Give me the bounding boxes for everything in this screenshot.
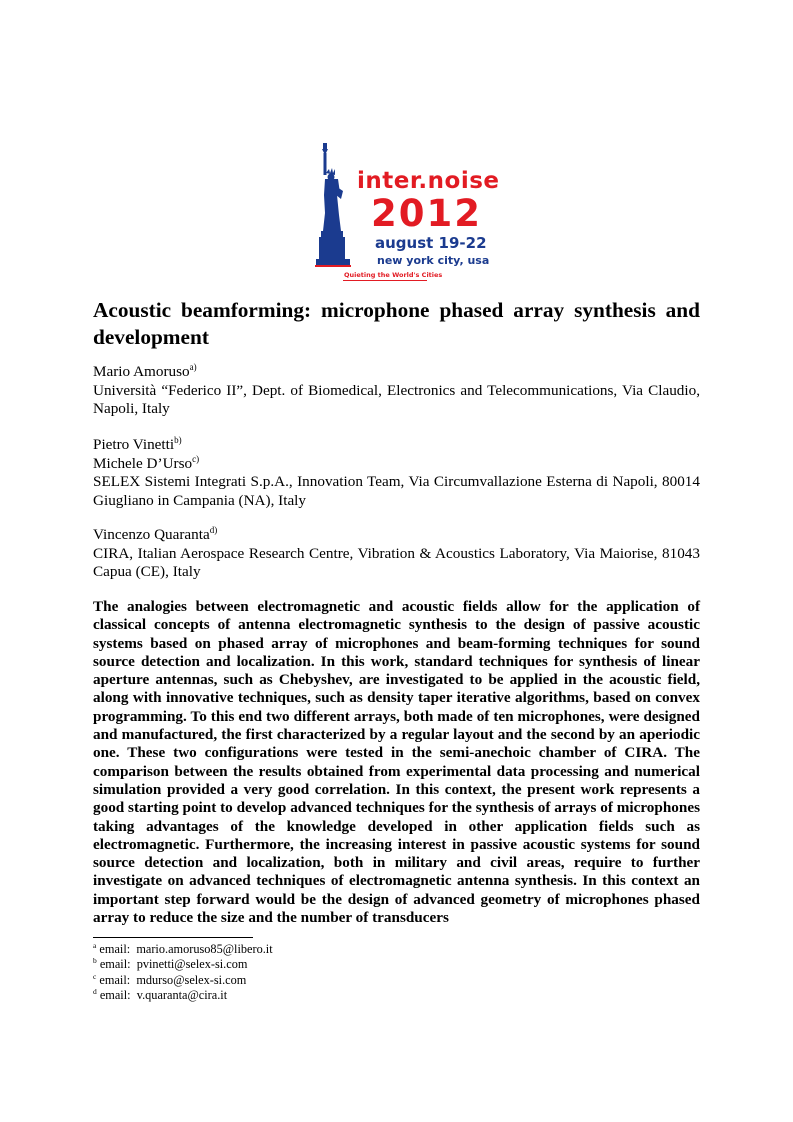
logo-tagline: Quieting the World's Cities (344, 271, 443, 279)
footnote (93, 942, 493, 957)
footnote (93, 957, 493, 972)
logo-tagline-underline (343, 280, 427, 281)
footnote-label: email: (99, 988, 131, 1003)
footnote-email: pvinetti@selex-si.com (136, 957, 248, 972)
footnote-email: v.quaranta@cira.it (136, 988, 228, 1003)
author-name: Michele D’Urso (93, 454, 193, 472)
footnote-mark: a (93, 940, 97, 950)
author-block-2 (93, 436, 700, 510)
affiliation: SELEX Sistemi Integrati S.p.A., Innovation Team, Via Circumvallazione Esterna di Napoli, 80014 Giugliano in Campania (NA), Italy (93, 473, 700, 509)
footnote-label: email: (99, 972, 131, 987)
footnote-label: email: (99, 957, 131, 972)
author-name: Pietro Vinetti (93, 436, 175, 453)
paper-title: Acoustic beamforming: microphone phased array synthesis and development (93, 298, 700, 349)
footnote-mark: b (93, 956, 97, 966)
logo-brand: inter.noise (357, 168, 500, 194)
author-block-1 (93, 363, 700, 419)
conference-logo (313, 143, 500, 283)
footnote-mark: c (93, 971, 97, 981)
footnotes (93, 942, 493, 1004)
author-mark: b) (174, 434, 182, 445)
author-block-3 (93, 526, 700, 582)
footnote (93, 973, 493, 988)
affiliation: Università “Federico II”, Dept. of Biomedical, Electronics and Telecommunications, Via Claudio, Napoli, Italy (93, 381, 700, 417)
author-mark: a) (189, 361, 197, 372)
logo-dates: august 19-22 (375, 234, 487, 252)
statue-of-liberty-icon (313, 143, 359, 268)
footnote-email: mdurso@selex-si.com (136, 972, 247, 987)
affiliation: CIRA, Italian Aerospace Research Centre, Vibration & Acoustics Laboratory, Via Maiorise, 81043 Capua (CE), Italy (93, 544, 700, 580)
footnote-email: mario.amoruso85@libero.it (136, 942, 273, 956)
author-name: Vincenzo Quaranta (93, 526, 210, 543)
logo-year: 2012 (371, 192, 482, 235)
logo-city: new york city, usa (377, 254, 490, 267)
footnote-mark: d (93, 987, 97, 997)
footnote (93, 988, 493, 1003)
author-name: Mario Amoruso (93, 363, 190, 380)
author-mark: c) (192, 453, 200, 464)
footnote-label: email: (99, 942, 131, 956)
footnote-divider (93, 937, 253, 938)
author-mark: d) (209, 524, 218, 535)
abstract: The analogies between electromagnetic and acoustic fields allow for the application of classical concepts of antenna electromagnetic synthesis to the design of passive acoustic systems based on phased array of microphones and beam-forming techniques for sound source detection and localization. In this work, standard techniques for synthesis of linear aperture antennas, such as Chebyshev, are investigated to be applied in the acoustic field, along with innovative techniques, such as density taper iterative algorithms, based on convex programming. To this end two different arrays, both made of ten microphones, were designed and manufactured, the first characterized by a regular layout and the second by an aperiodic one. These two configurations were tested in the semi-anechoic chamber of CIRA. The comparison between the results obtained from experimental data processing and numerical simulation provided a very good correlation. In this context, the present work represents a good starting point to develop advanced techniques for the synthesis of arrays of microphones taking advantages of the knowledge developed in other application fields such as electromagnetic. Furthermore, the increasing interest in passive acoustic systems for sound source detection and localization, both in military and civil areas, require to further investigate on advanced techniques of electromagnetic antenna synthesis. In this context an important step forward would be the design of advanced geometry of microphones phased array to reduce the size and the number of transducers (93, 598, 700, 927)
